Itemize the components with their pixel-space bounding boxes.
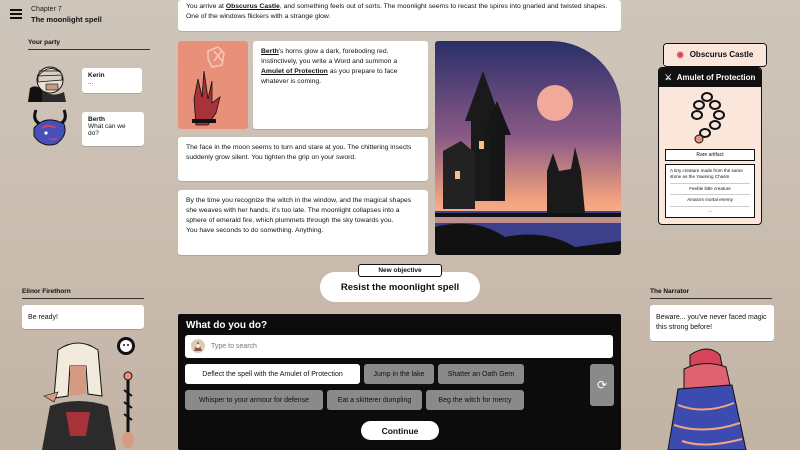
story-berth bbox=[253, 41, 428, 129]
intro-place[interactable]: Obscurus Castle bbox=[225, 3, 280, 10]
search-box[interactable] bbox=[185, 335, 613, 358]
menu-icon[interactable] bbox=[10, 9, 22, 19]
kerin-line: ... bbox=[88, 79, 94, 86]
sword-icon: ⚔ bbox=[664, 73, 672, 82]
location-name: Obscurus Castle bbox=[689, 50, 754, 59]
continue-button[interactable]: Continue bbox=[361, 421, 439, 440]
story-moon: The face in the moon seems to turn and stare at you. The chittering insects suddenly grow silent. You tighten the grip on your sword. bbox=[178, 137, 428, 181]
elinor-speech-bubble: Be ready! bbox=[22, 305, 144, 329]
chapter-number: Chapter 7 bbox=[31, 6, 62, 13]
berth-portrait bbox=[26, 106, 72, 150]
search-input[interactable] bbox=[211, 340, 591, 353]
item-more: ... bbox=[670, 206, 750, 214]
story-witch bbox=[178, 190, 428, 255]
berth-link[interactable]: Berth bbox=[261, 48, 279, 55]
elinor-portrait bbox=[30, 336, 150, 450]
berth-text-2: as you prepare to face whatever is coming. bbox=[261, 67, 398, 85]
item-details bbox=[665, 164, 755, 218]
kerin-name: Kerin bbox=[88, 72, 105, 79]
option-deflect-spell[interactable]: Deflect the spell with the Amulet of Protection bbox=[185, 364, 360, 384]
amulet-link[interactable]: Amulet of Protection bbox=[261, 67, 328, 75]
item-description: A tiny creature made from the same stone as the Yawning Chasm bbox=[670, 168, 743, 180]
option-beg-mercy[interactable]: Beg the witch for mercy bbox=[426, 390, 524, 410]
berth-text-1: 's horns glow a dark, foreboding red. Instinctively, you write a Word and summon a bbox=[261, 48, 398, 65]
item-card-header bbox=[659, 68, 761, 87]
item-trait: Feeble little creature bbox=[670, 183, 750, 192]
action-prompt: What do you do? bbox=[186, 320, 268, 331]
berth-name: Berth bbox=[88, 116, 105, 123]
option-whisper-armour[interactable]: Whisper to your armour for defense bbox=[185, 390, 323, 410]
intro-prefix: You arrive at bbox=[186, 3, 226, 10]
item-rarity: Rare artifact bbox=[665, 149, 755, 161]
witch-text-1: By the time you recognize the witch in the window, and the magical shapes she weaves with her hands, it's too late. The moonlight collapses into a sphere of emerald fire, which plummets through the sky towards you. bbox=[186, 197, 412, 224]
story-intro bbox=[178, 0, 621, 31]
item-trait: Amara's mortal enemy bbox=[670, 194, 750, 203]
castle-illustration bbox=[435, 41, 621, 255]
item-name: Amulet of Protection bbox=[676, 73, 756, 82]
elinor-label: Elinor Firethorn bbox=[22, 288, 144, 299]
kerin-speech-bubble bbox=[82, 68, 142, 93]
witch-text-2: You have seconds to do something. Anything. bbox=[186, 226, 324, 234]
narrator-label: The Narrator bbox=[650, 288, 772, 299]
map-pin-icon: ◉ bbox=[676, 50, 684, 59]
item-art bbox=[659, 87, 761, 149]
item-card[interactable] bbox=[658, 67, 762, 225]
chapter-title: The moonlight spell bbox=[31, 15, 102, 24]
objective-tag: New objective bbox=[358, 264, 442, 277]
narrator-portrait bbox=[660, 345, 770, 450]
kerin-portrait bbox=[26, 62, 70, 104]
location-card[interactable] bbox=[663, 43, 767, 67]
option-eat-dumpling[interactable]: Eat a skitterer dumpling bbox=[327, 390, 422, 410]
objective-banner: Resist the moonlight spell bbox=[320, 272, 480, 302]
refresh-options-button[interactable] bbox=[590, 364, 614, 406]
berth-illustration bbox=[178, 41, 248, 129]
refresh-icon: ⟳ bbox=[596, 378, 608, 392]
location-card-header bbox=[664, 44, 766, 65]
option-jump-lake[interactable]: Jump in the lake bbox=[364, 364, 434, 384]
option-shatter-gem[interactable]: Shatter an Oath Gem bbox=[438, 364, 524, 384]
player-avatar-icon bbox=[191, 339, 205, 353]
party-label: Your party bbox=[28, 39, 150, 50]
berth-line: What can we do? bbox=[88, 123, 126, 137]
berth-speech-bubble bbox=[82, 112, 144, 146]
narrator-speech-bubble: Beware... you've never faced magic this strong before! bbox=[650, 305, 774, 341]
intro-suffix: , and something feels out of sorts. The moonlight seems to recast the spires into gnarled and twisted shapes. One of the windows flickers with a strange glow. bbox=[186, 3, 608, 20]
